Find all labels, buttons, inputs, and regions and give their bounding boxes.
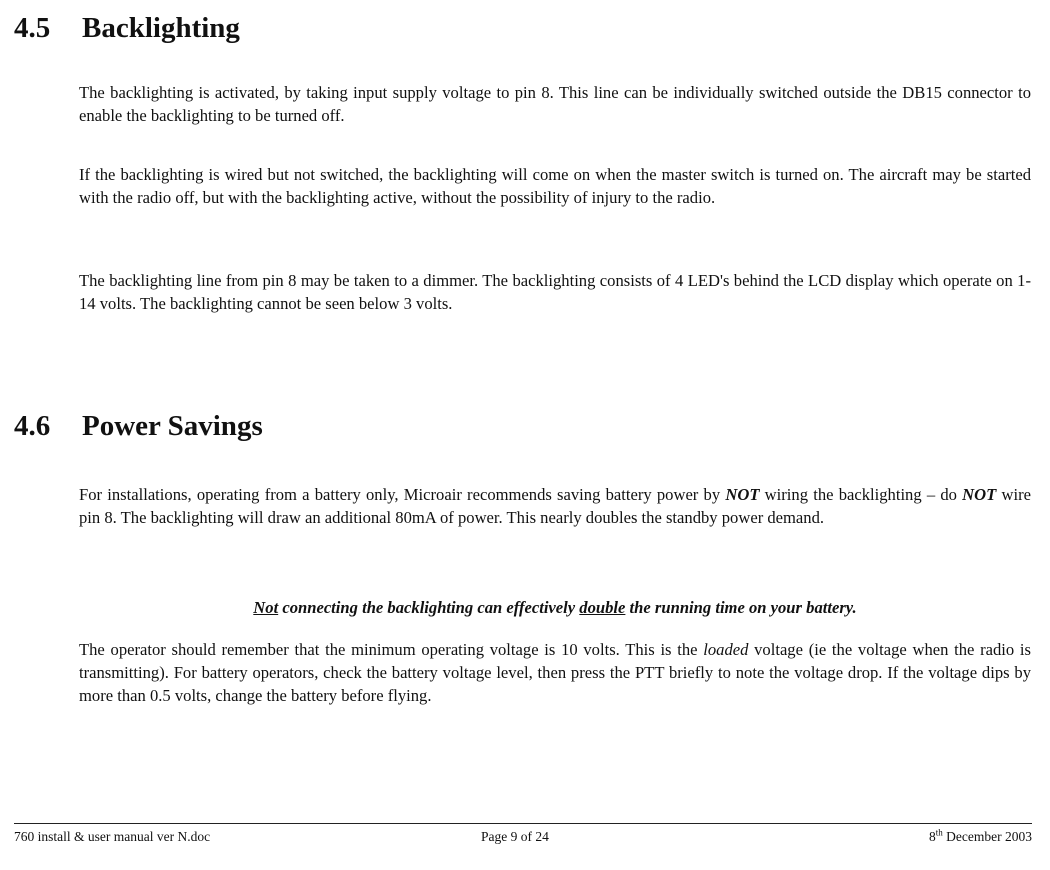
section-title: Power Savings: [82, 410, 263, 442]
paragraph: The backlighting is activated, by taking input supply voltage to pin 8. This line can be individually switched outside the DB15 connector to enable the backlighting to be turned off.: [79, 83, 1031, 125]
emphasis-underline: double: [579, 598, 626, 617]
paragraph: If the backlighting is wired but not switched, the backlighting will come on when the master switch is turned on. The aircraft may be started with the radio off, but with the backlighting active, without the possibility of injury to the radio.: [79, 165, 1031, 207]
footer-page-number: Page 9 of 24: [481, 829, 549, 844]
paragraph: The backlighting line from pin 8 may be taken to a dimmer. The backlighting consists of 4 LED's behind the LCD display which operate on 1-14 volts. The backlighting cannot be seen below 3 volts.: [79, 271, 1031, 313]
section-heading-power-savings: [14, 409, 263, 443]
paragraph: For installations, operating from a battery only, Microair recommends saving battery power by NOT wiring the backlighting – do NOT wire pin 8. The backlighting will draw an additional 80mA of power. This nearly doubles the standby power demand.: [79, 485, 1031, 527]
footer-divider: [14, 823, 1032, 824]
emphasis-underline: Not: [253, 598, 279, 617]
emphasis: NOT: [725, 485, 760, 504]
section-number: 4.6: [14, 410, 51, 442]
emphasis: NOT: [962, 485, 997, 504]
footer-filename: 760 install & user manual ver N.doc: [14, 829, 211, 844]
section-number: 4.5: [14, 12, 51, 44]
callout-note: Not connecting the backlighting can effectively double the running time on your battery.: [253, 598, 857, 617]
paragraph: The operator should remember that the minimum operating voltage is 10 volts. This is the loaded voltage (ie the voltage when the radio is transmitting). For battery operators, check the battery voltage level, then press the PTT briefly to note the voltage drop. If the voltage dips by more than 0.5 volts, change the battery before flying.: [79, 640, 1032, 705]
section-title: Backlighting: [82, 12, 240, 44]
section-heading-backlighting: [14, 11, 240, 45]
emphasis: loaded: [703, 640, 749, 659]
footer-date: 8th December 2003: [929, 827, 1032, 844]
